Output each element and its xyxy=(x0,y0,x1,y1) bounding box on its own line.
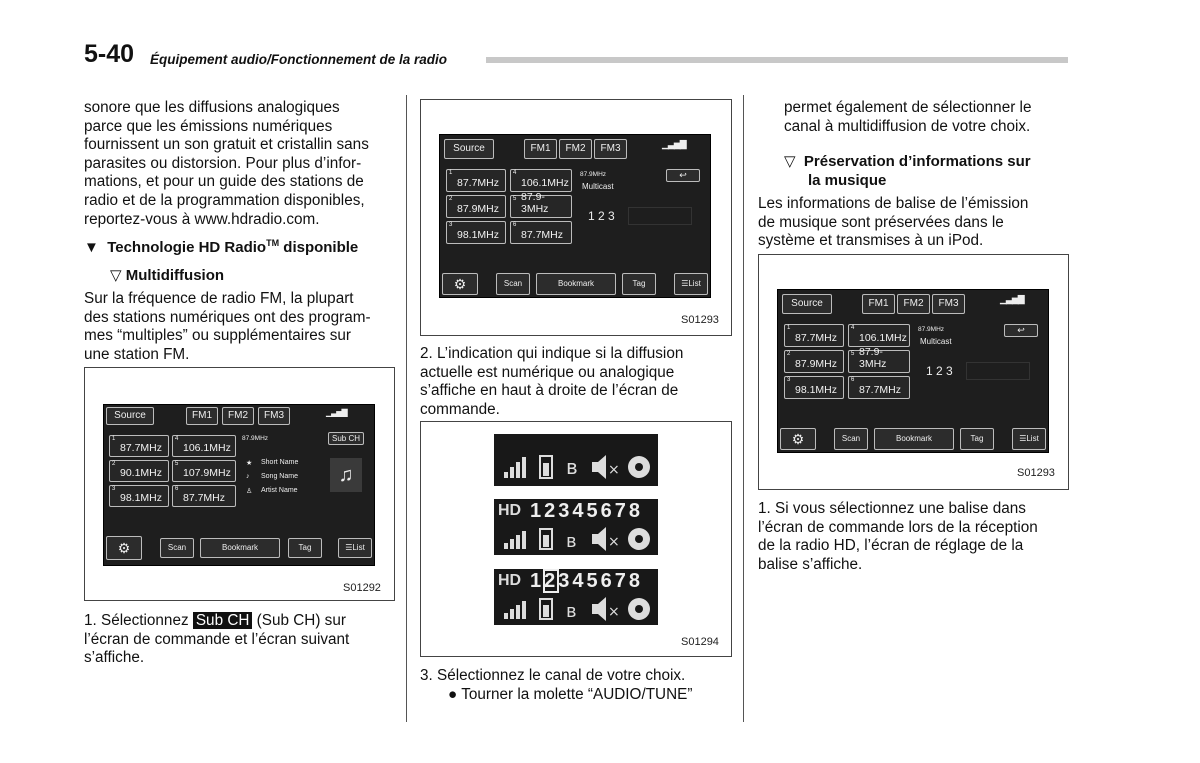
list-icon: ☰ xyxy=(345,543,353,552)
preset-button[interactable]: 2 87.9MHz xyxy=(784,350,844,373)
text-line: 1. Si vous sélectionnez une balise dans xyxy=(758,500,1026,517)
text-line: s’affiche. xyxy=(84,649,145,667)
step-1 xyxy=(84,612,394,668)
text-line: actuelle est numérique ou analogique xyxy=(420,363,675,381)
source-button[interactable]: Source xyxy=(106,407,154,425)
text-line: l’écran de commande et l’écran suivant xyxy=(84,630,350,648)
music-info-paragraph xyxy=(758,195,1068,251)
list-label: List xyxy=(352,543,365,552)
svg-text:×: × xyxy=(608,462,620,478)
scan-button[interactable]: Scan xyxy=(160,538,194,558)
signal-icon: ▁▃▅▇ xyxy=(662,139,686,149)
text-line: 3. Sélectionnez le canal de votre choix. xyxy=(420,667,686,684)
star-icon: ★ xyxy=(246,460,253,467)
subsection-heading xyxy=(110,266,224,285)
fm3-button[interactable]: FM3 xyxy=(594,139,627,159)
status-icons xyxy=(494,499,658,555)
source-button[interactable]: Source xyxy=(444,139,494,159)
heading-text: Préservation d’informations sur xyxy=(803,153,1031,170)
list-button[interactable] xyxy=(674,273,708,295)
preset-button[interactable]: 3 98.1MHz xyxy=(109,485,169,507)
page-number: 5-40 xyxy=(84,40,135,68)
inactive-channels xyxy=(628,207,692,225)
back-icon[interactable]: ↩ xyxy=(1004,324,1038,337)
text-line: s’affiche en haut à droite de l’écran de xyxy=(420,382,679,400)
tag-button[interactable]: Tag xyxy=(622,273,656,295)
radio-screen xyxy=(777,289,1049,453)
svg-text:ʙ: ʙ xyxy=(566,455,578,479)
preset-button[interactable]: 1 87.7MHz xyxy=(109,435,169,457)
heading-text: Multidiffusion xyxy=(125,267,225,284)
source-button[interactable]: Source xyxy=(782,294,832,314)
fm2-button[interactable]: FM2 xyxy=(559,139,592,159)
list-label: List xyxy=(688,279,701,288)
heading-text: Technologie HD Radio xyxy=(107,239,267,256)
text-line: de la radio HD, l’écran de réglage de la xyxy=(758,537,1024,555)
preset-button[interactable]: 1 87.7MHz xyxy=(446,169,506,192)
tag-button[interactable]: Tag xyxy=(288,538,322,558)
text-line: canal à multidiffusion de votre choix. xyxy=(784,117,1031,135)
indicator-panel-hd-selected xyxy=(494,569,658,625)
album-art-icon: ♫ xyxy=(330,458,362,492)
multicast-label: Multicast xyxy=(582,182,614,191)
bullet-icon: ● xyxy=(448,685,458,703)
figure-s01293 xyxy=(420,99,732,336)
svg-text:×: × xyxy=(608,604,620,620)
status-icons xyxy=(494,569,658,625)
inactive-channels xyxy=(966,362,1030,380)
svg-text:×: × xyxy=(608,534,620,550)
text-line: 2. L’indication qui indique si la diffusion xyxy=(420,345,684,362)
figure-code: S01293 xyxy=(681,314,719,326)
radio-screen xyxy=(103,404,375,566)
frequency-label: 87.9MHz xyxy=(242,435,269,442)
status-icons xyxy=(494,434,658,486)
list-button[interactable] xyxy=(1012,428,1046,450)
preset-button[interactable]: 6 87.7MHz xyxy=(510,221,572,244)
settings-icon[interactable]: ⚙ xyxy=(106,536,142,560)
text-line: commande. xyxy=(420,400,500,418)
text-line: une station FM. xyxy=(84,345,190,363)
fm1-button[interactable]: FM1 xyxy=(862,294,895,314)
column-divider xyxy=(406,95,407,722)
intro-paragraph xyxy=(84,99,394,229)
text-line: reportez-vous à www.hdradio.com. xyxy=(84,210,320,228)
settings-icon[interactable]: ⚙ xyxy=(780,428,816,450)
fm1-button[interactable]: FM1 xyxy=(524,139,557,159)
section-marker-icon: ▼ xyxy=(84,239,99,256)
text-line: balise s’affiche. xyxy=(758,555,863,573)
preset-button[interactable]: 4 106.1MHz xyxy=(510,169,572,192)
preset-button[interactable]: 6 87.7MHz xyxy=(172,485,236,507)
trademark: TM xyxy=(266,238,280,248)
text-line: sonore que les diffusions analogiques xyxy=(84,99,340,116)
scan-button[interactable]: Scan xyxy=(496,273,530,295)
scan-button[interactable]: Scan xyxy=(834,428,868,450)
figure-s01292 xyxy=(84,367,395,601)
heading-text: disponible xyxy=(279,239,359,256)
indicator-panel-analog xyxy=(494,434,658,486)
text-line: Les informations de balise de l’émission xyxy=(758,195,1029,212)
list-icon: ☰ xyxy=(1019,434,1027,443)
preset-button[interactable]: 5 107.9MHz xyxy=(172,460,236,482)
preset-button[interactable]: 4 106.1MHz xyxy=(848,324,910,347)
multicast-channels: 1 2 3 xyxy=(588,209,615,223)
list-label: List xyxy=(1026,434,1039,443)
multicast-label: Multicast xyxy=(920,337,952,346)
fm2-button[interactable]: FM2 xyxy=(897,294,930,314)
note-icon: ♪ xyxy=(246,473,250,480)
bullet-text: Tourner la molette “AUDIO/TUNE” xyxy=(461,685,693,703)
preset-button[interactable]: 5 87.9-3MHz xyxy=(510,195,572,218)
step-3 xyxy=(420,667,730,704)
text-line: des stations numériques ont des program- xyxy=(84,308,371,326)
figure-code: S01292 xyxy=(343,582,381,594)
settings-icon[interactable]: ⚙ xyxy=(442,273,478,295)
sub-ch-inline-button: Sub CH xyxy=(193,612,253,629)
bookmark-button[interactable]: Bookmark xyxy=(874,428,954,450)
preset-button[interactable]: 6 87.7MHz xyxy=(848,376,910,399)
text-line: mes “multiples” ou supplémentaires sur xyxy=(84,327,351,345)
step-1-tag xyxy=(758,500,1068,574)
hd-icon: HD xyxy=(498,502,522,519)
text-line: Sur la fréquence de radio FM, la plupart xyxy=(84,290,354,307)
continued-paragraph xyxy=(784,99,1068,136)
figure-code: S01293 xyxy=(1017,467,1055,479)
text-line: parce que les émissions numériques xyxy=(84,117,333,135)
back-icon[interactable]: ↩ xyxy=(666,169,700,182)
figure-code: S01294 xyxy=(681,636,719,648)
text-line: fournissent un son gratuit et cristallin sans xyxy=(84,136,369,154)
signal-icon: ▁▃▅▇ xyxy=(326,408,347,417)
channel-numbers: 12345678 xyxy=(530,570,643,592)
subsection-marker-icon: ▽ xyxy=(784,153,796,170)
heading-text: la musique xyxy=(808,172,887,189)
svg-text:ʙ: ʙ xyxy=(566,601,577,622)
text-line: mations, et pour un guide des stations de xyxy=(84,173,364,191)
selected-channel: 2 xyxy=(544,570,559,592)
multicast-paragraph xyxy=(84,290,394,364)
figure-s01294 xyxy=(420,421,732,657)
bookmark-button[interactable]: Bookmark xyxy=(200,538,280,558)
tag-button[interactable]: Tag xyxy=(960,428,994,450)
column-divider xyxy=(743,95,744,722)
list-icon: ☰ xyxy=(681,279,689,288)
indicator-panel-hd xyxy=(494,499,658,555)
preset-button[interactable]: 3 98.1MHz xyxy=(446,221,506,244)
list-button[interactable] xyxy=(338,538,372,558)
step-2 xyxy=(420,345,730,419)
short-name: Short Name xyxy=(261,459,299,466)
channel-numbers: 12345678 xyxy=(530,500,643,522)
fm2-button[interactable]: FM2 xyxy=(222,407,254,425)
text-line: l’écran de commande lors de la réception xyxy=(758,518,1038,536)
svg-text:ʙ: ʙ xyxy=(566,531,577,552)
step-text: 1. Sélectionnez xyxy=(84,612,193,629)
text-line: radio et de la programmation disponibles, xyxy=(84,191,365,209)
text-line: système et transmises à un iPod. xyxy=(758,232,984,250)
radio-screen xyxy=(439,134,711,298)
frequency-label: 87.9MHz xyxy=(918,326,945,333)
subsection-heading xyxy=(784,152,1068,190)
signal-icon: ▁▃▅▇ xyxy=(1000,294,1024,304)
fm3-button[interactable]: FM3 xyxy=(932,294,965,314)
artist-name: Artist Name xyxy=(261,487,298,494)
preset-button[interactable]: 2 87.9MHz xyxy=(446,195,506,218)
frequency-label: 87.9MHz xyxy=(580,171,607,178)
text-line: de musique sont préservées dans le xyxy=(758,213,1004,231)
preset-button[interactable]: 2 90.1MHz xyxy=(109,460,169,482)
figure-s01293-b xyxy=(758,254,1069,490)
bookmark-button[interactable]: Bookmark xyxy=(536,273,616,295)
fm1-button[interactable]: FM1 xyxy=(186,407,218,425)
song-name: Song Name xyxy=(261,473,298,480)
preset-button[interactable]: 1 87.7MHz xyxy=(784,324,844,347)
step-text: (Sub CH) sur xyxy=(252,612,346,629)
person-icon: ♙ xyxy=(246,488,253,495)
section-heading xyxy=(84,234,358,257)
multicast-channels: 1 2 3 xyxy=(926,364,953,378)
text-line: permet également de sélectionner le xyxy=(784,99,1032,116)
fm3-button[interactable]: FM3 xyxy=(258,407,290,425)
chapter-title: Équipement audio/Fonctionnement de la radio xyxy=(150,52,448,67)
preset-button[interactable]: 5 87.9-3MHz xyxy=(848,350,910,373)
hd-icon: HD xyxy=(498,572,522,589)
header-rule xyxy=(486,57,1068,63)
subsection-marker-icon: ▽ xyxy=(110,267,122,284)
sub-ch-button[interactable]: Sub CH xyxy=(328,432,364,445)
text-line: parasites ou distorsion. Pour plus d’infor- xyxy=(84,154,362,172)
preset-button[interactable]: 3 98.1MHz xyxy=(784,376,844,399)
preset-button[interactable]: 4 106.1MHz xyxy=(172,435,236,457)
